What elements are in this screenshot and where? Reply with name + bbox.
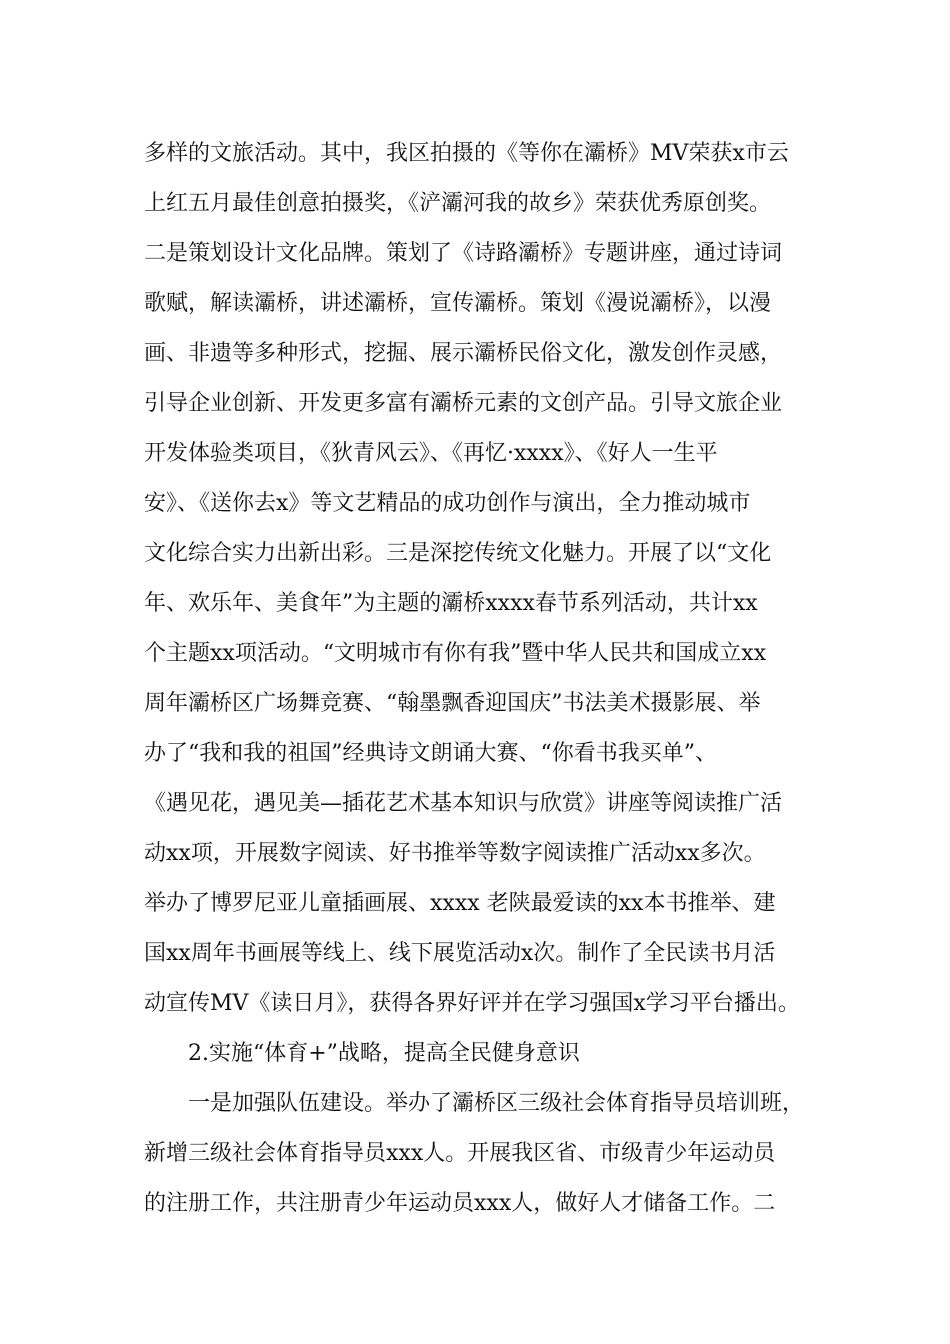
- text-line: 引导企业创新、开发更多富有灞桥元素的文创产品。引导文旅企业: [144, 391, 783, 416]
- text-line: 《遇见花，遇见美—插花艺术基本知识与欣赏》讲座等阅读推广活: [144, 791, 783, 816]
- paragraph-start-line: 一是加强队伍建设。举办了灞桥区三级社会体育指导员培训班，: [188, 1091, 805, 1116]
- text-line: 画、非遗等多种形式，挖掘、展示灞桥民俗文化，激发创作灵感，: [144, 341, 783, 366]
- text-line: 文化综合实力出新出彩。三是深挖传统文化魅力。开展了以“文化: [144, 541, 772, 566]
- text-line: 办了“我和我的祖国”经典诗文朗诵大赛、“你看书我买单”、: [144, 741, 717, 766]
- paragraph-start-line: 2.实施“体育+”战略，提高全民健身意识: [188, 1041, 580, 1066]
- text-line: 的注册工作，共注册青少年运动员xxx人，做好人才储备工作。二: [144, 1191, 776, 1216]
- text-line: 个主题xx项活动。“文明城市有你有我”暨中华人民共和国成立xx: [144, 641, 767, 666]
- text-line: 举办了博罗尼亚儿童插画展、xxxx 老陕最爱读的xx本书推举、建: [144, 891, 776, 916]
- text-line: 国xx周年书画展等线上、线下展览活动x次。制作了全民读书月活: [144, 941, 776, 966]
- text-line: 上红五月最佳创意拍摄奖，《浐灞河我的故乡》荣获优秀原创奖。: [144, 191, 772, 216]
- text-line: 多样的文旅活动。其中，我区拍摄的《等你在灞桥》MV荣获x市云: [144, 141, 789, 166]
- text-line: 新增三级社会体育指导员xxx人。开展我区省、市级青少年运动员: [144, 1141, 776, 1166]
- text-line: 歌赋，解读灞桥，讲述灞桥，宣传灞桥。策划《漫说灞桥》，以漫: [144, 291, 772, 316]
- text-line: 年、欢乐年、美食年”为主题的灞桥xxxx春节系列活动，共计xx: [144, 591, 758, 616]
- text-line: 动宣传MV《读日月》，获得各界好评并在学习强国x学习平台播出。: [144, 991, 800, 1016]
- text-line: 开发体验类项目，《狄青风云》、《再忆·xxxx》、《好人一生平: [144, 441, 718, 466]
- text-line: 安》、《送你去x》等文艺精品的成功创作与演出，全力推动城市: [144, 491, 751, 516]
- text-line: 周年灞桥区广场舞竞赛、“翰墨飘香迎国庆”书法美术摄影展、举: [144, 691, 761, 716]
- body-text: [144, 129, 824, 1229]
- text-line: 动xx项，开展数字阅读、好书推举等数字阅读推广活动xx多次。: [144, 841, 766, 866]
- text-line: 二是策划设计文化品牌。策划了《诗路灞桥》专题讲座，通过诗词: [144, 241, 783, 266]
